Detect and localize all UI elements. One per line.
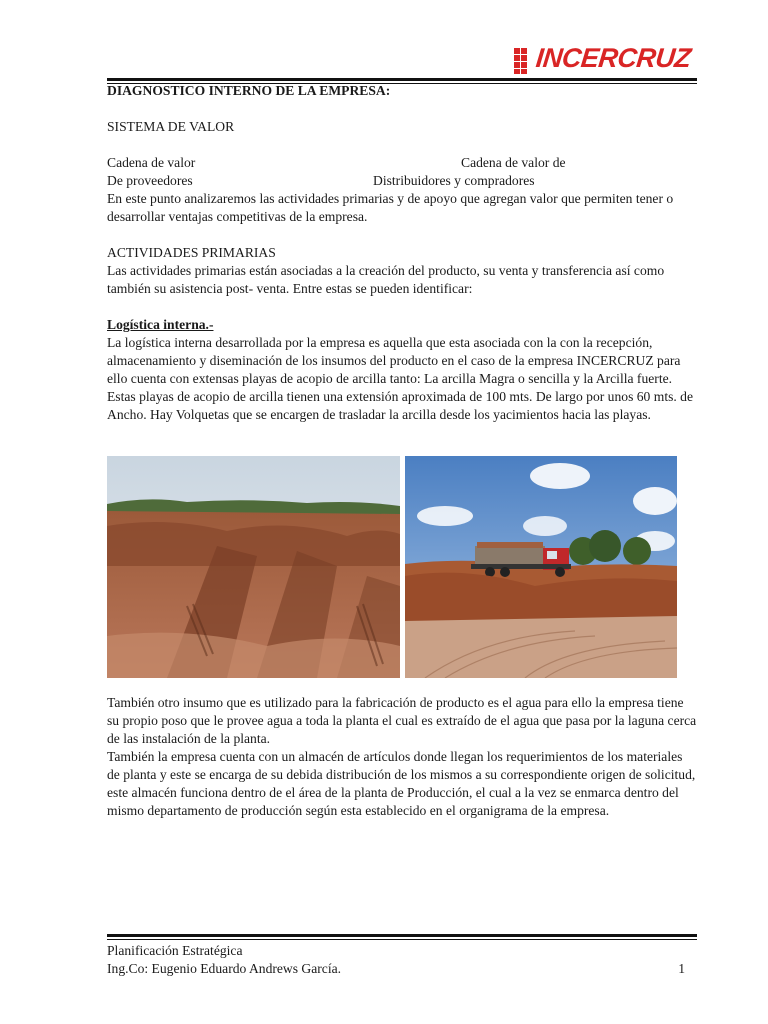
document-body [107,82,697,424]
page-number: 1 [678,961,685,976]
footer-rule-thin [107,939,697,940]
cadena-left-2: De proveedores [107,173,193,188]
header-rule [107,78,697,81]
cadena-right-1: Cadena de valor de [461,155,566,170]
almacen-paragraph: También la empresa cuenta con un almacén de artículos donde llegan los requerimientos de los materiales de planta y este se encarga de su debida distribución de los mismos a su correspondiente origen de solicitud, este almacén funciona dentro de el área de la planta de Producción, el cual a la vez se enmarca dentro del mismo departamento de producción según esta establecido en el organigrama de la empresa. [107,749,696,818]
cadena-row-2 [107,172,697,190]
dump-truck-photo [405,456,677,678]
cadena-right-2: Distribuidores y compradores [373,173,535,188]
footer-line-1: Planificación Estratégica [107,943,243,958]
section-sistema-de-valor: SISTEMA DE VALOR [107,119,235,134]
cadena-left-1: Cadena de valor [107,155,196,170]
company-logo [514,45,698,75]
footer-rule [107,934,697,937]
document-body-lower [107,694,697,820]
logistica-heading: Logística interna.- [107,317,214,332]
page-footer [107,942,697,978]
logo-text: INCERCRUZ [534,43,693,73]
clay-field-photo [107,456,400,678]
actividades-paragraph: Las actividades primarias están asociadas a la creación del producto, su venta y transferencia así como también su asistencia post- venta. Entre estas se pueden identificar: [107,263,665,296]
photo-row [107,456,677,678]
footer-line-2: Ing.Co: Eugenio Eduardo Andrews García. [107,961,342,976]
section-actividades-primarias: ACTIVIDADES PRIMARIAS [107,245,276,260]
logo-mark-icon [514,48,534,74]
document-title: DIAGNOSTICO INTERNO DE LA EMPRESA: [107,83,391,98]
intro-paragraph: En este punto analizaremos las actividades primarias y de apoyo que agregan valor que permiten tener o desarrollar ventajas competitivas de la empresa. [107,191,674,224]
logistica-paragraph: La logística interna desarrollada por la empresa es aquella que esta asociada con la con la recepción, almacenamiento y diseminación de los insumos del producto en el caso de la empresa INCERCRUZ para ello cuenta con extensas playas de acopio de arcilla tanto: La arcilla Magra o sencilla y la Arcilla fuerte. Estas playas de acopio de arcilla tienen una extensión aproximada de 100 mts. De largo por unos 60 mts. de Ancho. Hay Volquetas que se encargen de trasladar la arcilla desde los yacimientos hacia las playas. [107,335,694,422]
agua-paragraph: También otro insumo que es utilizado para la fabricación de producto es el agua para ello la empresa tiene su propio poso que le provee agua a toda la planta el cual es extraído de el agua que pasa por la laguna cerca de las instalación de la planta. [107,695,697,746]
cadena-row-1 [107,154,697,172]
